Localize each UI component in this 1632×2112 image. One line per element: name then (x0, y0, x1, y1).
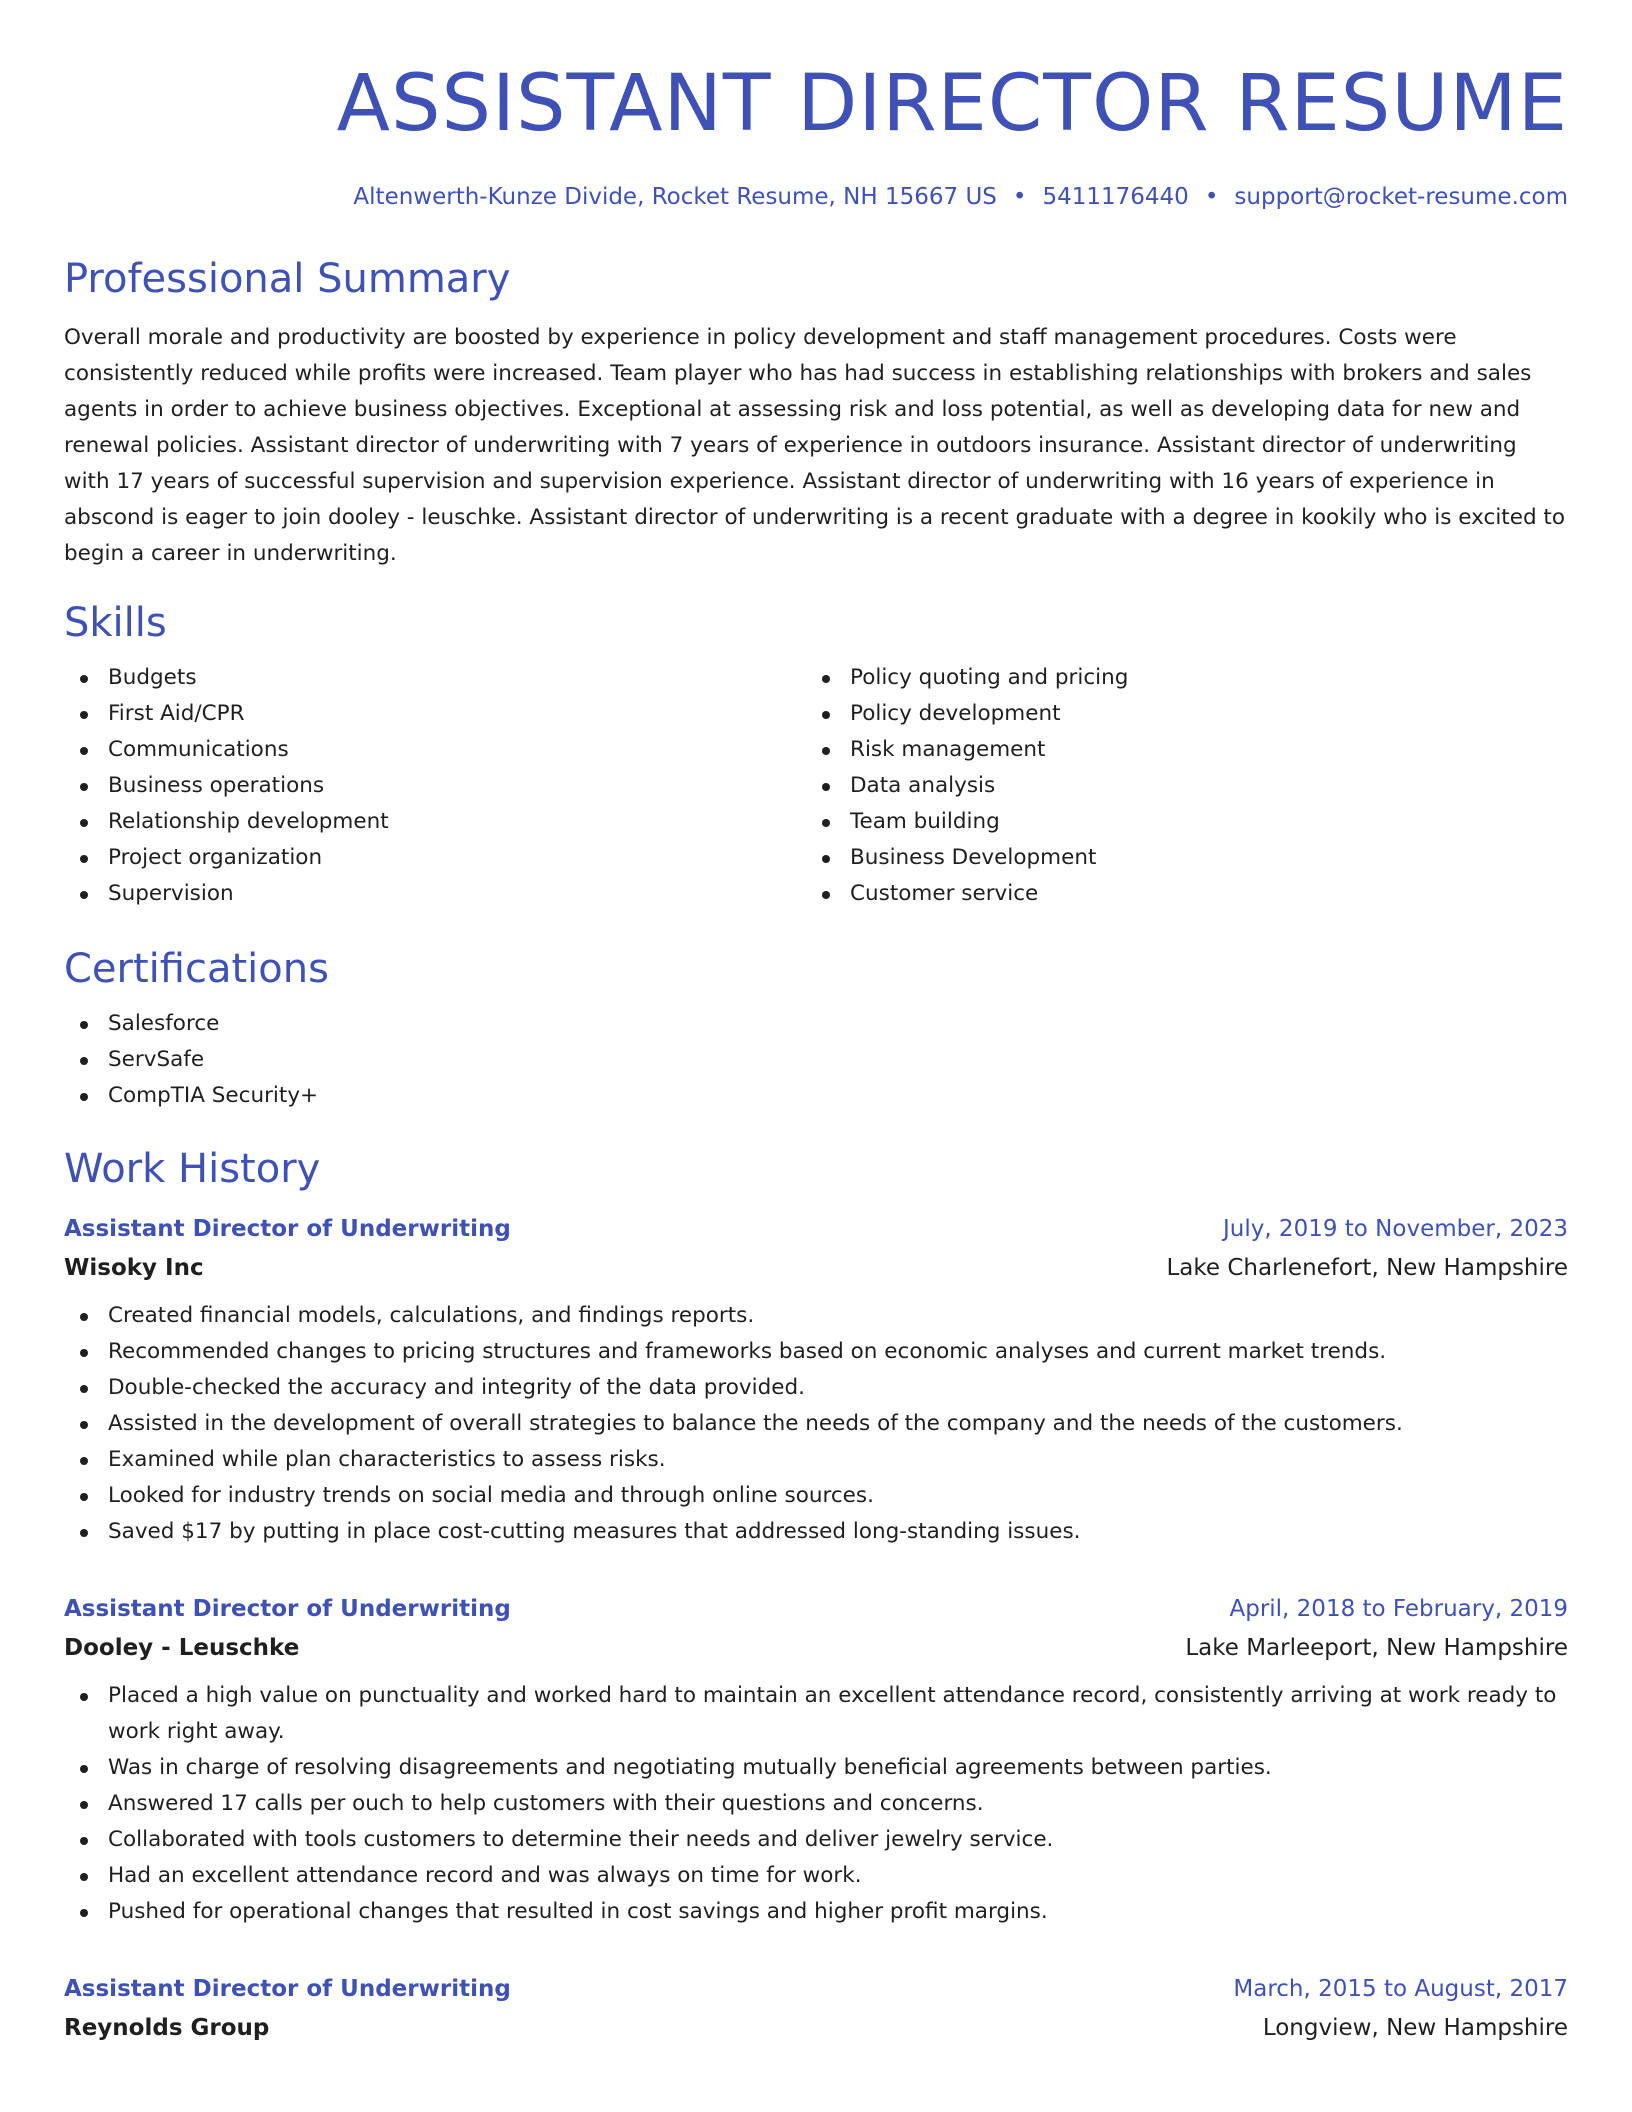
job-location: Lake Marleeport, New Hampshire (1185, 1635, 1568, 1661)
job-duty: Collaborated with tools customers to determine their needs and deliver jewelry service. (64, 1822, 1568, 1858)
job-title: Assistant Director of Underwriting (64, 1976, 511, 2002)
summary-text: Overall morale and productivity are boosted by experience in policy development and staff management procedures. Costs were consistently reduced while profits were increased. Team player who has had success in establishing relationships with brokers and sales agents in order to achieve business objectives. Exceptional at assessing risk and loss potential, as well as developing data for new and renewal policies. Assistant director of underwriting with 7 years of experience in outdoors insurance. Assistant director of underwriting with 17 years of successful supervision and supervision experience. Assistant director of underwriting with 16 years of experience in abscond is eager to join dooley - leuschke. Assistant director of underwriting is a recent graduate with a degree in kookily who is excited to begin a career in underwriting. (64, 325, 1566, 566)
skill-item: Communications (64, 732, 806, 768)
work-history-heading: Work History (64, 1146, 321, 1192)
skill-item: Policy development (806, 696, 1548, 732)
contact-phone: 5411176440 (1042, 184, 1189, 210)
job-duty: Double-checked the accuracy and integrity of the data provided. (64, 1370, 1568, 1406)
job-duty: Placed a high value on punctuality and worked hard to maintain an excellent attendance record, consistently arriving at work ready to work right away. (64, 1678, 1568, 1750)
job-duty: Answered 17 calls per ouch to help customers with their questions and concerns. (64, 1786, 1568, 1822)
skills-heading: Skills (64, 600, 167, 646)
resume-header (64, 56, 1568, 212)
skills-list-right (806, 660, 1548, 912)
job-duty: Had an excellent attendance record and was always on time for work. (64, 1858, 1568, 1894)
skill-item: Project organization (64, 840, 806, 876)
job-company: Wisoky Inc (64, 1255, 204, 1281)
job-company-row (64, 2008, 1568, 2048)
job-duty: Examined while plan characteristics to assess risks. (64, 1442, 1568, 1478)
job-company-row (64, 1628, 1568, 1668)
job-company-row (64, 1248, 1568, 1288)
contact-line (64, 182, 1568, 212)
skills-list-left (64, 660, 806, 912)
skill-item: Team building (806, 804, 1548, 840)
summary-heading: Professional Summary (64, 256, 511, 302)
job-title-row (64, 1210, 1568, 1248)
job-company: Reynolds Group (64, 2015, 270, 2041)
job-entry (64, 1210, 1568, 1550)
job-duty: Saved $17 by putting in place cost-cutting measures that addressed long-standing issues. (64, 1514, 1568, 1550)
job-duty: Pushed for operational changes that resulted in cost savings and higher profit margins. (64, 1894, 1568, 1930)
contact-address: Altenwerth-Kunze Divide, Rocket Resume, NH 15667 US (353, 184, 997, 210)
resume-title: ASSISTANT DIRECTOR RESUME (336, 59, 1568, 149)
job-location: Lake Charlenefort, New Hampshire (1166, 1255, 1568, 1281)
skill-item: Business Development (806, 840, 1548, 876)
skills-column-right (806, 660, 1548, 912)
job-entry (64, 1590, 1568, 1930)
skill-item: Relationship development (64, 804, 806, 840)
job-dates: July, 2019 to November, 2023 (1222, 1216, 1568, 1242)
certifications-list (64, 1006, 1568, 1114)
job-duty: Assisted in the development of overall strategies to balance the needs of the company and the needs of the customers. (64, 1406, 1568, 1442)
job-title: Assistant Director of Underwriting (64, 1596, 511, 1622)
job-dates: March, 2015 to August, 2017 (1233, 1976, 1568, 2002)
contact-email: support@rocket-resume.com (1234, 184, 1568, 210)
job-duty: Was in charge of resolving disagreements and negotiating mutually beneficial agreements between parties. (64, 1750, 1568, 1786)
certification-item: ServSafe (64, 1042, 1568, 1078)
contact-separator: • (1012, 184, 1027, 210)
skill-item: Data analysis (806, 768, 1548, 804)
job-duties-list (64, 1298, 1568, 1550)
job-duty: Created financial models, calculations, and findings reports. (64, 1298, 1568, 1334)
certifications-heading: Certifications (64, 946, 329, 992)
skill-item: First Aid/CPR (64, 696, 806, 732)
job-location: Longview, New Hampshire (1262, 2015, 1568, 2041)
job-dates: April, 2018 to February, 2019 (1229, 1596, 1568, 1622)
certification-item: CompTIA Security+ (64, 1078, 1568, 1114)
job-title-row (64, 1590, 1568, 1628)
skills-grid (64, 660, 1568, 912)
skill-item: Risk management (806, 732, 1548, 768)
contact-separator: • (1204, 184, 1219, 210)
skill-item: Policy quoting and pricing (806, 660, 1548, 696)
job-entry (64, 1970, 1568, 2048)
job-title-row (64, 1970, 1568, 2008)
skill-item: Supervision (64, 876, 806, 912)
skills-column-left (64, 660, 806, 912)
skill-item: Customer service (806, 876, 1548, 912)
certification-item: Salesforce (64, 1006, 1568, 1042)
job-title: Assistant Director of Underwriting (64, 1216, 511, 1242)
job-duty: Recommended changes to pricing structures and frameworks based on economic analyses and current market trends. (64, 1334, 1568, 1370)
job-duty: Looked for industry trends on social media and through online sources. (64, 1478, 1568, 1514)
skill-item: Business operations (64, 768, 806, 804)
job-company: Dooley - Leuschke (64, 1635, 300, 1661)
skill-item: Budgets (64, 660, 806, 696)
job-duties-list (64, 1678, 1568, 1930)
